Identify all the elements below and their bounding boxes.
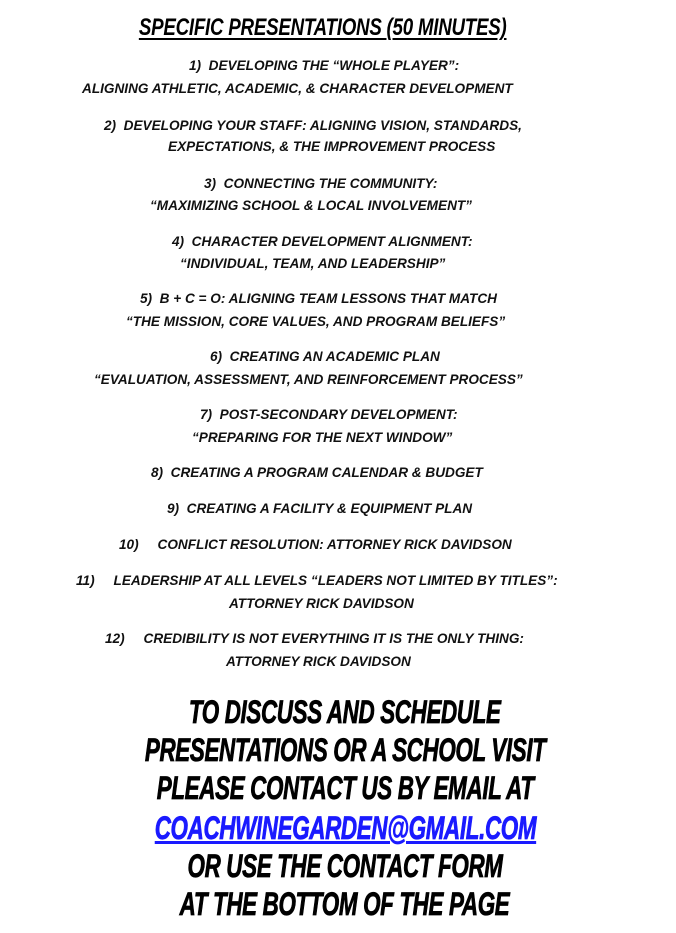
email-link[interactable]: COACHWINEGARDEN@GMAIL.COM: [154, 810, 536, 846]
presentation-8: 8) CREATING A PROGRAM CALENDAR & BUDGET: [151, 465, 483, 480]
contact-line-5-text: OR USE THE CONTACT FORM: [187, 848, 503, 884]
contact-line-3: [0, 770, 676, 806]
page-title: [0, 14, 645, 42]
contact-line-1: [0, 694, 676, 730]
presentation-7-line-1: 7) POST-SECONDARY DEVELOPMENT:: [200, 407, 458, 422]
presentation-11-line-1: 11) LEADERSHIP AT ALL LEVELS “LEADERS NOT LIMITED BY TITLES”:: [76, 573, 558, 588]
contact-line-1-text: TO DISCUSS AND SCHEDULE: [189, 694, 501, 730]
presentation-9: 9) CREATING A FACILITY & EQUIPMENT PLAN: [167, 501, 473, 516]
presentation-3-line-1: 3) CONNECTING THE COMMUNITY:: [204, 176, 438, 191]
contact-line-2-text: PRESENTATIONS OR A SCHOOL VISIT: [144, 732, 546, 768]
presentation-5-line-2: “THE MISSION, CORE VALUES, AND PROGRAM BELIEFS”: [126, 314, 506, 329]
title-text: SPECIFIC PRESENTATIONS (50 MINUTES): [138, 14, 507, 41]
presentation-2-line-1: 2) DEVELOPING YOUR STAFF: ALIGNING VISION, STANDARDS,: [104, 118, 522, 133]
presentation-4-line-2: “INDIVIDUAL, TEAM, AND LEADERSHIP”: [180, 256, 446, 271]
presentation-1-line-2: ALIGNING ATHLETIC, ACADEMIC, & CHARACTER DEVELOPMENT: [82, 81, 513, 96]
presentation-5-line-1: 5) B + C = O: ALIGNING TEAM LESSONS THAT MATCH: [140, 291, 497, 306]
presentation-12-line-1: 12) CREDIBILITY IS NOT EVERYTHING IT IS THE ONLY THING:: [105, 631, 524, 646]
contact-line-5: [0, 848, 676, 884]
presentation-6-line-1: 6) CREATING AN ACADEMIC PLAN: [210, 349, 440, 364]
contact-line-3-text: PLEASE CONTACT US BY EMAIL AT: [156, 770, 534, 806]
contact-line-6-text: AT THE BOTTOM OF THE PAGE: [180, 886, 510, 922]
presentation-4-line-1: 4) CHARACTER DEVELOPMENT ALIGNMENT:: [172, 234, 473, 249]
presentation-2-line-2: EXPECTATIONS, & THE IMPROVEMENT PROCESS: [168, 139, 496, 154]
presentation-11-line-2: ATTORNEY RICK DAVIDSON: [229, 596, 414, 611]
contact-line-2: [0, 732, 676, 768]
presentation-1-line-1: 1) DEVELOPING THE “WHOLE PLAYER”:: [189, 58, 460, 73]
presentation-7-line-2: “PREPARING FOR THE NEXT WINDOW”: [192, 430, 453, 445]
presentation-6-line-2: “EVALUATION, ASSESSMENT, AND REINFORCEMENT PROCESS”: [94, 372, 523, 387]
presentation-10: 10) CONFLICT RESOLUTION: ATTORNEY RICK DAVIDSON: [119, 537, 512, 552]
contact-line-6: [0, 886, 676, 922]
contact-email-row: [0, 810, 676, 846]
presentation-12-line-2: ATTORNEY RICK DAVIDSON: [226, 654, 411, 669]
presentation-3-line-2: “MAXIMIZING SCHOOL & LOCAL INVOLVEMENT”: [150, 198, 472, 213]
